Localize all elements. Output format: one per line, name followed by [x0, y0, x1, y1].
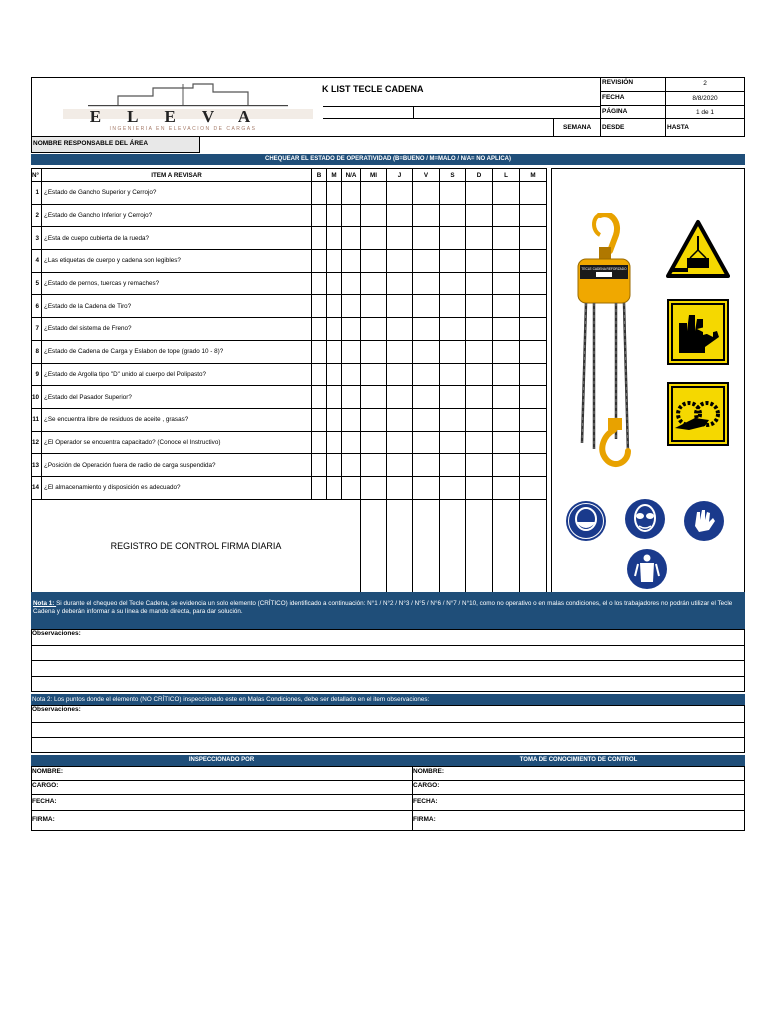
item-text: ¿Estado de la Cadena de Tiro? [42, 295, 312, 318]
day-cell[interactable] [413, 250, 440, 273]
item-text: ¿Estado del Pasador Superior? [42, 386, 312, 409]
nombre-field-right[interactable]: NOMBRE: [413, 768, 445, 775]
day-cell[interactable] [387, 431, 413, 454]
day-cell[interactable] [493, 318, 520, 341]
nota2-banner: Nota 2: Los puntos donde el elemento (NO CRÍTICO) inspeccionado este en Malas Condiciones, debe ser detallado en el item observaciones: [31, 694, 745, 705]
table-row [32, 454, 547, 477]
check-cell[interactable] [342, 182, 361, 205]
table-row [32, 272, 547, 295]
item-text: ¿Estado de Gancho Superior y Cerrojo? [42, 182, 312, 205]
nota1-text: Si durante el chequeo del Tecle Cadena, se evidencia un solo elemento (CRÍTICO) identificado a continuación: N°1 / N°2 / N°3 / N°5 / N°6 / N°7 / N°10, como no operativo o en malas condiciones, el o los trabajadores no podrán utilizar el Tecle Cadena y deberán informar a su línea de mando directa, para dar solución. [33, 600, 733, 615]
day-cell[interactable] [466, 431, 493, 454]
table-row [32, 318, 547, 341]
day-cell[interactable] [387, 386, 413, 409]
day-cell[interactable] [466, 386, 493, 409]
day-cell[interactable] [413, 204, 440, 227]
day-cell[interactable] [387, 295, 413, 318]
day-cell[interactable] [361, 227, 387, 250]
day-cell[interactable] [493, 431, 520, 454]
pagina-label: PÁGINA [602, 108, 628, 115]
document-title: K LIST TECLE CADENA [322, 84, 424, 94]
day-cell[interactable] [413, 318, 440, 341]
day-cell[interactable] [413, 454, 440, 477]
firma-field-right[interactable]: FIRMA: [413, 816, 436, 823]
fecha-value: 8/8/2020 [692, 95, 718, 102]
item-text: ¿Estado de Argolla tipo "D" unido al cuerpo del Polipasto? [42, 363, 312, 386]
day-cell[interactable] [520, 476, 547, 499]
item-number: 14 [32, 476, 42, 499]
day-cell[interactable] [493, 454, 520, 477]
day-cell[interactable] [387, 340, 413, 363]
day-cell[interactable] [361, 476, 387, 499]
check-cell[interactable] [312, 272, 327, 295]
day-cell[interactable] [361, 454, 387, 477]
day-cell[interactable] [493, 408, 520, 431]
day-cell[interactable] [466, 204, 493, 227]
col-d: D [466, 169, 493, 182]
day-cell[interactable] [440, 250, 466, 273]
day-cell[interactable] [387, 227, 413, 250]
item-text: ¿El almacenamiento y disposición es adecuado? [42, 476, 312, 499]
table-row [32, 340, 547, 363]
check-cell[interactable] [312, 227, 327, 250]
check-cell[interactable] [327, 182, 342, 205]
table-row [32, 408, 547, 431]
signature-cell[interactable] [387, 499, 413, 593]
day-cell[interactable] [440, 318, 466, 341]
logo-tagline: INGENIERIA EN ELEVACION DE CARGAS [109, 126, 257, 132]
observaciones-label-1: Observaciones: [32, 630, 81, 637]
day-cell[interactable] [440, 476, 466, 499]
col-m2: M [520, 169, 547, 182]
day-cell[interactable] [493, 204, 520, 227]
day-cell[interactable] [493, 295, 520, 318]
signature-cell[interactable] [520, 499, 547, 593]
check-cell[interactable] [342, 386, 361, 409]
check-cell[interactable] [312, 182, 327, 205]
revision-value: 2 [703, 80, 707, 87]
check-cell[interactable] [342, 340, 361, 363]
day-cell[interactable] [493, 182, 520, 205]
item-number: 11 [32, 408, 42, 431]
day-cell[interactable] [361, 204, 387, 227]
day-cell[interactable] [520, 363, 547, 386]
check-cell[interactable] [342, 476, 361, 499]
check-cell[interactable] [342, 227, 361, 250]
col-num: N° [32, 169, 42, 182]
item-text: ¿Estado de pernos, tuercas y remaches? [42, 272, 312, 295]
check-cell[interactable] [312, 454, 327, 477]
day-cell[interactable] [413, 363, 440, 386]
item-text: ¿Estado de Cadena de Carga y Eslabon de tope (grado 10 - 8)? [42, 340, 312, 363]
check-cell[interactable] [327, 295, 342, 318]
table-row [32, 295, 547, 318]
signature-cell[interactable] [413, 499, 440, 593]
day-cell[interactable] [387, 250, 413, 273]
day-cell[interactable] [413, 295, 440, 318]
responsable-label: NOMBRE RESPONSABLE DEL ÁREA [33, 140, 149, 147]
check-cell[interactable] [327, 408, 342, 431]
day-cell[interactable] [440, 408, 466, 431]
day-cell[interactable] [413, 476, 440, 499]
observaciones-label-2: Observaciones: [32, 706, 81, 713]
day-cell[interactable] [440, 454, 466, 477]
col-s: S [440, 169, 466, 182]
check-cell[interactable] [342, 363, 361, 386]
day-cell[interactable] [520, 386, 547, 409]
item-text: ¿Estado del sistema de Freno? [42, 318, 312, 341]
checklist-table [31, 168, 547, 594]
check-cell[interactable] [327, 272, 342, 295]
item-number: 9 [32, 363, 42, 386]
day-cell[interactable] [440, 431, 466, 454]
pagina-value: 1 de 1 [695, 109, 715, 116]
check-cell[interactable] [312, 431, 327, 454]
item-number: 12 [32, 431, 42, 454]
observaciones-box-2[interactable] [31, 705, 745, 753]
day-cell[interactable] [493, 227, 520, 250]
cargo-field-left[interactable]: CARGO: [32, 782, 59, 789]
check-cell[interactable] [312, 318, 327, 341]
hoist-label: TECLE CADENA REFORZADO [581, 267, 627, 271]
day-cell[interactable] [361, 386, 387, 409]
day-cell[interactable] [387, 454, 413, 477]
table-row [32, 227, 547, 250]
item-number: 7 [32, 318, 42, 341]
day-cell[interactable] [361, 295, 387, 318]
col-b: B [312, 169, 327, 182]
day-cell[interactable] [387, 363, 413, 386]
check-cell[interactable] [312, 363, 327, 386]
desde-label: DESDE [602, 124, 625, 131]
day-cell[interactable] [413, 386, 440, 409]
day-cell[interactable] [466, 318, 493, 341]
day-cell[interactable] [520, 340, 547, 363]
firma-field-left[interactable]: FIRMA: [32, 816, 55, 823]
face-mask-icon [565, 500, 607, 542]
item-number: 1 [32, 182, 42, 205]
day-cell[interactable] [520, 431, 547, 454]
item-number: 4 [32, 250, 42, 273]
check-cell[interactable] [327, 204, 342, 227]
day-cell[interactable] [493, 363, 520, 386]
day-cell[interactable] [361, 318, 387, 341]
day-cell[interactable] [440, 272, 466, 295]
item-number: 2 [32, 204, 42, 227]
registro-label: REGISTRO DE CONTROL FIRMA DIARIA [32, 499, 361, 593]
col-mi: MI [361, 169, 387, 182]
hasta-label: HASTA [667, 124, 689, 131]
check-cell[interactable] [312, 408, 327, 431]
day-cell[interactable] [466, 340, 493, 363]
day-cell[interactable] [466, 272, 493, 295]
col-na: N/A [342, 169, 361, 182]
check-cell[interactable] [327, 250, 342, 273]
check-cell[interactable] [312, 295, 327, 318]
day-cell[interactable] [493, 250, 520, 273]
day-cell[interactable] [361, 431, 387, 454]
gear-entanglement-warning-icon [667, 382, 729, 446]
table-row [32, 182, 547, 205]
check-cell[interactable] [327, 227, 342, 250]
day-cell[interactable] [466, 295, 493, 318]
day-cell[interactable] [466, 408, 493, 431]
check-cell[interactable] [327, 318, 342, 341]
day-cell[interactable] [466, 182, 493, 205]
logo-text: ELEVA [89, 107, 277, 126]
day-cell[interactable] [440, 182, 466, 205]
check-cell[interactable] [327, 386, 342, 409]
check-cell[interactable] [342, 454, 361, 477]
item-text: ¿Se encuentra libre de residuos de aceite , grasas? [42, 408, 312, 431]
day-cell[interactable] [413, 340, 440, 363]
nota1-block [31, 592, 745, 629]
check-cell[interactable] [327, 363, 342, 386]
hand-crush-warning-icon [667, 299, 729, 365]
day-cell[interactable] [413, 272, 440, 295]
day-cell[interactable] [493, 386, 520, 409]
day-cell[interactable] [440, 363, 466, 386]
col-j: J [387, 169, 413, 182]
col-m: M [327, 169, 342, 182]
day-cell[interactable] [520, 295, 547, 318]
col-item: ITEM A REVISAR [42, 169, 312, 182]
item-text: ¿Estado de Gancho Inferior y Cerrojo? [42, 204, 312, 227]
nota1-prefix: Nota 1: [33, 600, 57, 607]
day-cell[interactable] [520, 227, 547, 250]
goggles-icon [624, 498, 666, 540]
day-cell[interactable] [413, 227, 440, 250]
check-cell[interactable] [342, 318, 361, 341]
table-row [32, 431, 547, 454]
item-number: 3 [32, 227, 42, 250]
day-cell[interactable] [440, 386, 466, 409]
day-cell[interactable] [466, 227, 493, 250]
day-cell[interactable] [387, 272, 413, 295]
table-row [32, 363, 547, 386]
day-cell[interactable] [361, 408, 387, 431]
day-cell[interactable] [440, 227, 466, 250]
day-cell[interactable] [520, 182, 547, 205]
day-cell[interactable] [361, 340, 387, 363]
check-cell[interactable] [327, 431, 342, 454]
day-cell[interactable] [440, 295, 466, 318]
table-row [32, 250, 547, 273]
table-row [32, 204, 547, 227]
check-cell[interactable] [327, 340, 342, 363]
check-cell[interactable] [342, 408, 361, 431]
item-text: ¿Posición de Operación fuera de radio de carga suspendida? [42, 454, 312, 477]
signature-cell[interactable] [440, 499, 466, 593]
table-row [32, 386, 547, 409]
check-cell[interactable] [342, 204, 361, 227]
day-cell[interactable] [387, 204, 413, 227]
item-number: 8 [32, 340, 42, 363]
day-cell[interactable] [413, 182, 440, 205]
signature-row [32, 499, 547, 593]
day-cell[interactable] [387, 408, 413, 431]
check-cell[interactable] [312, 204, 327, 227]
apron-icon [626, 548, 668, 590]
check-cell[interactable] [342, 272, 361, 295]
check-cell[interactable] [327, 476, 342, 499]
check-cell[interactable] [312, 340, 327, 363]
item-number: 13 [32, 454, 42, 477]
toma-conocimiento-header: TOMA DE CONOCIMIENTO DE CONTROL [412, 755, 745, 766]
day-cell[interactable] [440, 340, 466, 363]
day-cell[interactable] [361, 272, 387, 295]
semana-label: SEMANA [563, 124, 592, 131]
day-cell[interactable] [361, 250, 387, 273]
day-cell[interactable] [387, 476, 413, 499]
day-cell[interactable] [466, 476, 493, 499]
check-cell[interactable] [327, 454, 342, 477]
col-l: L [493, 169, 520, 182]
check-cell[interactable] [312, 386, 327, 409]
inspeccionado-por-header: INSPECCIONADO POR [31, 755, 412, 766]
signature-cell[interactable] [361, 499, 387, 593]
fecha-label: FECHA [602, 94, 625, 101]
check-cell[interactable] [312, 250, 327, 273]
day-cell[interactable] [520, 272, 547, 295]
gloves-icon [683, 500, 725, 542]
day-cell[interactable] [520, 250, 547, 273]
day-cell[interactable] [387, 182, 413, 205]
chain-hoist-image [570, 213, 640, 470]
day-cell[interactable] [520, 408, 547, 431]
col-v: V [413, 169, 440, 182]
day-cell[interactable] [440, 204, 466, 227]
day-cell[interactable] [466, 363, 493, 386]
day-cell[interactable] [493, 340, 520, 363]
nombre-field-left[interactable]: NOMBRE: [32, 768, 64, 775]
day-cell[interactable] [361, 363, 387, 386]
item-text: ¿El Operador se encuentra capacitado? (Conoce el Instructivo) [42, 431, 312, 454]
day-cell[interactable] [466, 250, 493, 273]
day-cell[interactable] [466, 454, 493, 477]
cargo-field-right[interactable]: CARGO: [413, 782, 440, 789]
check-cell[interactable] [342, 295, 361, 318]
revision-label: REVISIÓN [602, 79, 634, 86]
suspended-load-warning-icon [666, 218, 730, 282]
check-cell[interactable] [342, 431, 361, 454]
day-cell[interactable] [387, 318, 413, 341]
fecha-field-left[interactable]: FECHA: [32, 798, 57, 805]
day-cell[interactable] [520, 454, 547, 477]
item-number: 5 [32, 272, 42, 295]
signature-cell[interactable] [493, 499, 520, 593]
day-cell[interactable] [361, 182, 387, 205]
fecha-field-right[interactable]: FECHA: [413, 798, 438, 805]
check-cell[interactable] [312, 476, 327, 499]
day-cell[interactable] [520, 204, 547, 227]
checklist-banner: CHEQUEAR EL ESTADO DE OPERATIVIDAD (B=BUENO / M=MALO / N/A= NO APLICA) [31, 154, 745, 165]
check-cell[interactable] [342, 250, 361, 273]
table-row [32, 476, 547, 499]
day-cell[interactable] [413, 431, 440, 454]
day-cell[interactable] [493, 476, 520, 499]
signature-cell[interactable] [466, 499, 493, 593]
checklist-header-row [32, 169, 547, 182]
signature-block [31, 766, 745, 831]
day-cell[interactable] [493, 272, 520, 295]
item-number: 6 [32, 295, 42, 318]
day-cell[interactable] [413, 408, 440, 431]
day-cell[interactable] [520, 318, 547, 341]
item-number: 10 [32, 386, 42, 409]
item-text: ¿Esta de cuepo cubierta de la rueda? [42, 227, 312, 250]
item-text: ¿Las etiquetas de cuerpo y cadena son legibles? [42, 250, 312, 273]
